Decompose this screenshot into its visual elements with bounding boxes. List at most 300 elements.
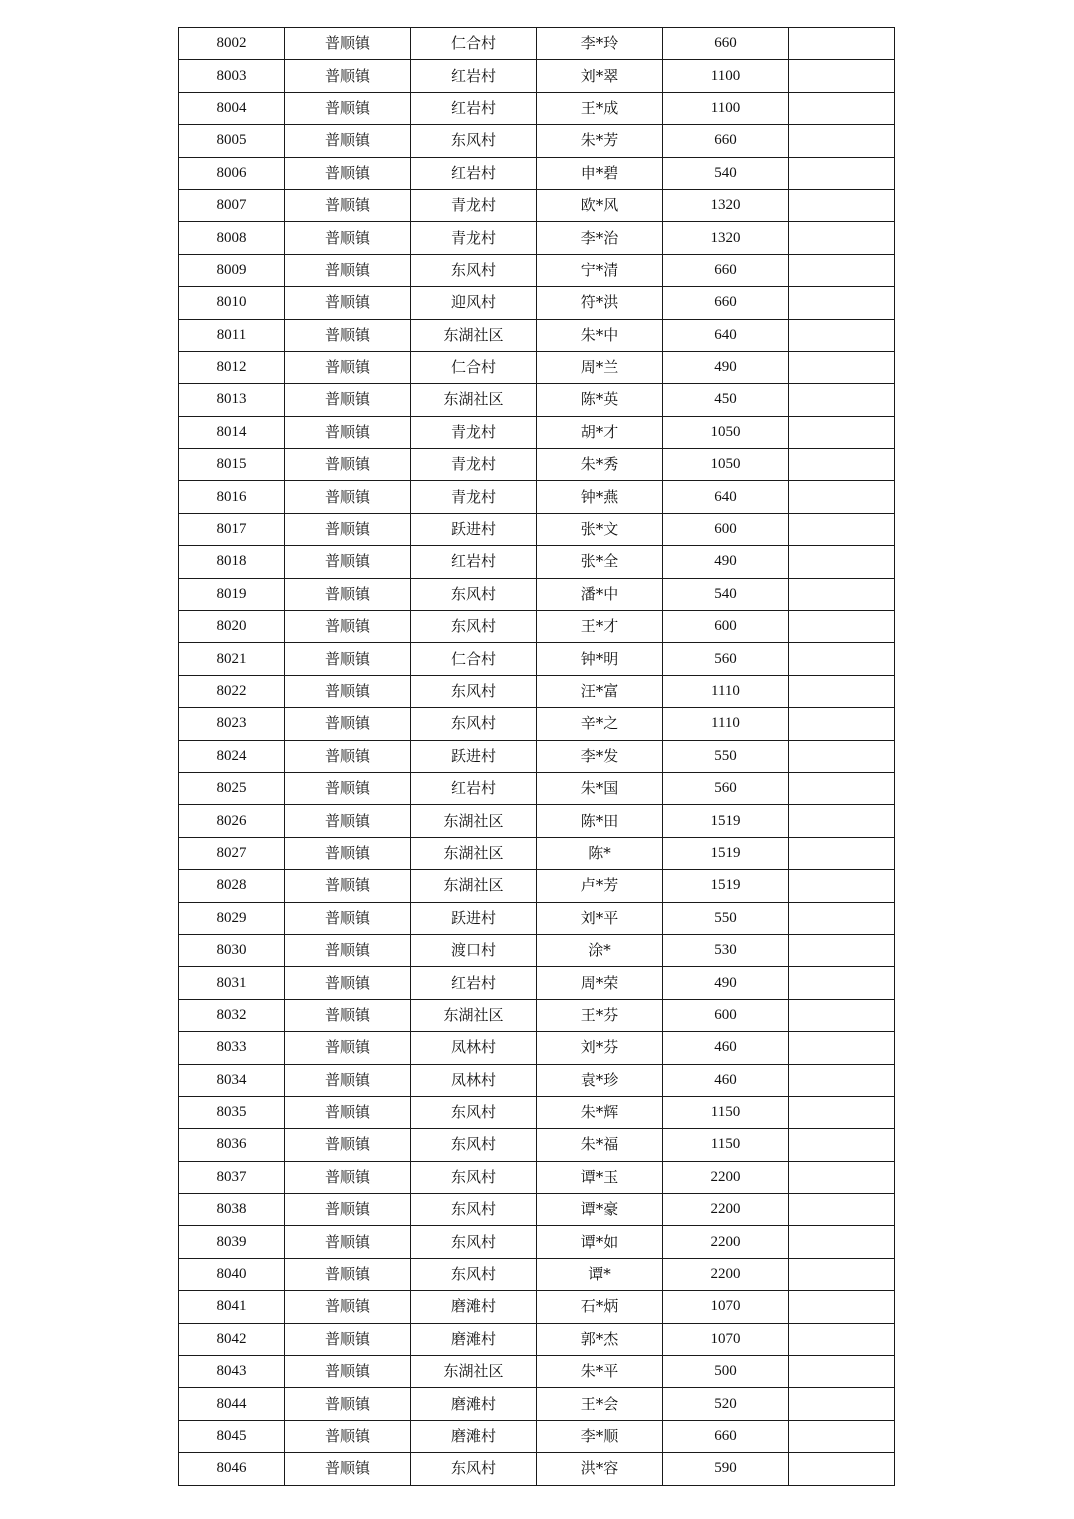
person-name-cell: 钟*燕 [537,481,663,513]
person-name-cell: 符*洪 [537,287,663,319]
town-cell: 普顺镇 [285,351,411,383]
table-row [179,60,895,92]
person-name-cell: 石*炳 [537,1291,663,1323]
amount-cell: 490 [663,967,789,999]
person-name-cell: 潘*中 [537,578,663,610]
amount-cell: 640 [663,481,789,513]
note-cell [789,384,895,416]
row-id-cell: 8044 [179,1388,285,1420]
person-name-cell: 朱*福 [537,1129,663,1161]
table-row [179,837,895,869]
town-cell: 普顺镇 [285,481,411,513]
amount-cell: 2200 [663,1258,789,1290]
row-id-cell: 8037 [179,1161,285,1193]
person-name-cell: 汪*富 [537,675,663,707]
village-cell: 东风村 [411,1161,537,1193]
amount-cell: 600 [663,611,789,643]
amount-cell: 560 [663,643,789,675]
person-name-cell: 袁*珍 [537,1064,663,1096]
village-cell: 东风村 [411,1194,537,1226]
person-name-cell: 朱*平 [537,1356,663,1388]
table-row [179,1096,895,1128]
town-cell: 普顺镇 [285,1420,411,1452]
row-id-cell: 8012 [179,351,285,383]
village-cell: 仁合村 [411,28,537,60]
town-cell: 普顺镇 [285,967,411,999]
note-cell [789,578,895,610]
table-row [179,481,895,513]
row-id-cell: 8028 [179,870,285,902]
town-cell: 普顺镇 [285,837,411,869]
amount-cell: 540 [663,157,789,189]
row-id-cell: 8039 [179,1226,285,1258]
amount-cell: 1110 [663,675,789,707]
person-name-cell: 欧*风 [537,189,663,221]
amount-cell: 1320 [663,189,789,221]
town-cell: 普顺镇 [285,1096,411,1128]
town-cell: 普顺镇 [285,92,411,124]
note-cell [789,1356,895,1388]
village-cell: 东湖社区 [411,1356,537,1388]
table-row [179,351,895,383]
amount-cell: 560 [663,772,789,804]
town-cell: 普顺镇 [285,1032,411,1064]
note-cell [789,481,895,513]
table-row [179,643,895,675]
amount-cell: 590 [663,1453,789,1485]
table-row [179,1064,895,1096]
amount-cell: 500 [663,1356,789,1388]
town-cell: 普顺镇 [285,449,411,481]
row-id-cell: 8042 [179,1323,285,1355]
table-row [179,254,895,286]
village-cell: 东风村 [411,675,537,707]
row-id-cell: 8035 [179,1096,285,1128]
person-name-cell: 陈* [537,837,663,869]
note-cell [789,157,895,189]
person-name-cell: 涂* [537,934,663,966]
amount-cell: 1320 [663,222,789,254]
person-name-cell: 谭*玉 [537,1161,663,1193]
person-name-cell: 王*芬 [537,999,663,1031]
village-cell: 东风村 [411,611,537,643]
village-cell: 东风村 [411,708,537,740]
person-name-cell: 钟*明 [537,643,663,675]
note-cell [789,254,895,286]
row-id-cell: 8003 [179,60,285,92]
village-cell: 东风村 [411,1453,537,1485]
person-name-cell: 李*发 [537,740,663,772]
town-cell: 普顺镇 [285,1323,411,1355]
person-name-cell: 王*成 [537,92,663,124]
town-cell: 普顺镇 [285,1453,411,1485]
note-cell [789,351,895,383]
person-name-cell: 朱*国 [537,772,663,804]
town-cell: 普顺镇 [285,513,411,545]
row-id-cell: 8030 [179,934,285,966]
row-id-cell: 8019 [179,578,285,610]
amount-cell: 1519 [663,870,789,902]
town-cell: 普顺镇 [285,578,411,610]
town-cell: 普顺镇 [285,189,411,221]
town-cell: 普顺镇 [285,643,411,675]
note-cell [789,934,895,966]
town-cell: 普顺镇 [285,740,411,772]
row-id-cell: 8046 [179,1453,285,1485]
table-row [179,1356,895,1388]
row-id-cell: 8025 [179,772,285,804]
row-id-cell: 8040 [179,1258,285,1290]
row-id-cell: 8045 [179,1420,285,1452]
village-cell: 红岩村 [411,157,537,189]
town-cell: 普顺镇 [285,1356,411,1388]
person-name-cell: 辛*之 [537,708,663,740]
table-row [179,967,895,999]
table-row [179,1258,895,1290]
note-cell [789,967,895,999]
row-id-cell: 8009 [179,254,285,286]
person-name-cell: 朱*辉 [537,1096,663,1128]
amount-cell: 450 [663,384,789,416]
amount-cell: 640 [663,319,789,351]
amount-cell: 660 [663,125,789,157]
table-row [179,92,895,124]
note-cell [789,1194,895,1226]
note-cell [789,611,895,643]
note-cell [789,1161,895,1193]
note-cell [789,675,895,707]
amount-cell: 460 [663,1032,789,1064]
table-row [179,449,895,481]
table-row [179,1161,895,1193]
table-row [179,1388,895,1420]
town-cell: 普顺镇 [285,319,411,351]
village-cell: 东湖社区 [411,837,537,869]
note-cell [789,92,895,124]
note-cell [789,1096,895,1128]
person-name-cell: 陈*英 [537,384,663,416]
table-row [179,1194,895,1226]
village-cell: 磨滩村 [411,1420,537,1452]
village-cell: 磨滩村 [411,1388,537,1420]
town-cell: 普顺镇 [285,675,411,707]
row-id-cell: 8033 [179,1032,285,1064]
village-cell: 东风村 [411,1129,537,1161]
note-cell [789,189,895,221]
table-row [179,1323,895,1355]
table-row [179,125,895,157]
amount-cell: 600 [663,513,789,545]
person-name-cell: 郭*杰 [537,1323,663,1355]
note-cell [789,1453,895,1485]
town-cell: 普顺镇 [285,416,411,448]
row-id-cell: 8022 [179,675,285,707]
table-row [179,416,895,448]
records-table [178,27,895,1486]
note-cell [789,1323,895,1355]
note-cell [789,1420,895,1452]
town-cell: 普顺镇 [285,708,411,740]
note-cell [789,449,895,481]
town-cell: 普顺镇 [285,60,411,92]
town-cell: 普顺镇 [285,1258,411,1290]
row-id-cell: 8002 [179,28,285,60]
town-cell: 普顺镇 [285,805,411,837]
table-row [179,189,895,221]
person-name-cell: 朱*秀 [537,449,663,481]
note-cell [789,999,895,1031]
note-cell [789,740,895,772]
row-id-cell: 8005 [179,125,285,157]
table-row [179,287,895,319]
table-row [179,1129,895,1161]
person-name-cell: 周*兰 [537,351,663,383]
town-cell: 普顺镇 [285,222,411,254]
table-row [179,513,895,545]
village-cell: 东湖社区 [411,319,537,351]
table-row [179,805,895,837]
row-id-cell: 8023 [179,708,285,740]
note-cell [789,870,895,902]
row-id-cell: 8013 [179,384,285,416]
note-cell [789,416,895,448]
note-cell [789,772,895,804]
row-id-cell: 8020 [179,611,285,643]
amount-cell: 530 [663,934,789,966]
records-table-body [179,28,895,1486]
amount-cell: 1100 [663,92,789,124]
note-cell [789,546,895,578]
village-cell: 凤林村 [411,1032,537,1064]
table-row [179,999,895,1031]
village-cell: 青龙村 [411,481,537,513]
person-name-cell: 张*全 [537,546,663,578]
person-name-cell: 谭*如 [537,1226,663,1258]
village-cell: 东湖社区 [411,999,537,1031]
table-row [179,740,895,772]
village-cell: 青龙村 [411,416,537,448]
amount-cell: 540 [663,578,789,610]
amount-cell: 1100 [663,60,789,92]
note-cell [789,902,895,934]
person-name-cell: 申*碧 [537,157,663,189]
town-cell: 普顺镇 [285,1161,411,1193]
row-id-cell: 8014 [179,416,285,448]
note-cell [789,837,895,869]
village-cell: 红岩村 [411,60,537,92]
person-name-cell: 陈*田 [537,805,663,837]
row-id-cell: 8017 [179,513,285,545]
amount-cell: 660 [663,254,789,286]
person-name-cell: 张*文 [537,513,663,545]
table-row [179,611,895,643]
person-name-cell: 王*才 [537,611,663,643]
table-row [179,222,895,254]
person-name-cell: 王*会 [537,1388,663,1420]
row-id-cell: 8031 [179,967,285,999]
town-cell: 普顺镇 [285,772,411,804]
amount-cell: 1050 [663,416,789,448]
table-row [179,902,895,934]
row-id-cell: 8007 [179,189,285,221]
row-id-cell: 8043 [179,1356,285,1388]
town-cell: 普顺镇 [285,28,411,60]
table-row [179,772,895,804]
town-cell: 普顺镇 [285,902,411,934]
amount-cell: 1050 [663,449,789,481]
person-name-cell: 谭*豪 [537,1194,663,1226]
town-cell: 普顺镇 [285,934,411,966]
person-name-cell: 谭* [537,1258,663,1290]
person-name-cell: 刘*芬 [537,1032,663,1064]
village-cell: 东风村 [411,125,537,157]
village-cell: 仁合村 [411,643,537,675]
note-cell [789,222,895,254]
town-cell: 普顺镇 [285,1388,411,1420]
note-cell [789,1064,895,1096]
row-id-cell: 8036 [179,1129,285,1161]
note-cell [789,708,895,740]
row-id-cell: 8006 [179,157,285,189]
amount-cell: 2200 [663,1194,789,1226]
town-cell: 普顺镇 [285,1064,411,1096]
amount-cell: 460 [663,1064,789,1096]
amount-cell: 1150 [663,1129,789,1161]
person-name-cell: 宁*清 [537,254,663,286]
village-cell: 迎风村 [411,287,537,319]
person-name-cell: 胡*才 [537,416,663,448]
amount-cell: 2200 [663,1161,789,1193]
note-cell [789,1032,895,1064]
amount-cell: 600 [663,999,789,1031]
table-row [179,1032,895,1064]
amount-cell: 1519 [663,837,789,869]
person-name-cell: 朱*芳 [537,125,663,157]
town-cell: 普顺镇 [285,157,411,189]
note-cell [789,60,895,92]
row-id-cell: 8015 [179,449,285,481]
amount-cell: 1519 [663,805,789,837]
table-row [179,28,895,60]
village-cell: 磨滩村 [411,1323,537,1355]
town-cell: 普顺镇 [285,870,411,902]
village-cell: 红岩村 [411,92,537,124]
row-id-cell: 8034 [179,1064,285,1096]
village-cell: 仁合村 [411,351,537,383]
row-id-cell: 8016 [179,481,285,513]
village-cell: 青龙村 [411,189,537,221]
note-cell [789,287,895,319]
town-cell: 普顺镇 [285,125,411,157]
note-cell [789,805,895,837]
village-cell: 东湖社区 [411,870,537,902]
person-name-cell: 刘*平 [537,902,663,934]
table-row [179,1291,895,1323]
village-cell: 东湖社区 [411,805,537,837]
village-cell: 红岩村 [411,546,537,578]
row-id-cell: 8024 [179,740,285,772]
amount-cell: 1110 [663,708,789,740]
village-cell: 跃进村 [411,902,537,934]
note-cell [789,643,895,675]
person-name-cell: 卢*芳 [537,870,663,902]
table-row [179,319,895,351]
note-cell [789,125,895,157]
town-cell: 普顺镇 [285,254,411,286]
amount-cell: 1070 [663,1323,789,1355]
row-id-cell: 8011 [179,319,285,351]
village-cell: 红岩村 [411,772,537,804]
town-cell: 普顺镇 [285,287,411,319]
village-cell: 东风村 [411,1258,537,1290]
town-cell: 普顺镇 [285,999,411,1031]
amount-cell: 550 [663,902,789,934]
village-cell: 红岩村 [411,967,537,999]
row-id-cell: 8021 [179,643,285,675]
amount-cell: 490 [663,351,789,383]
note-cell [789,1129,895,1161]
town-cell: 普顺镇 [285,1226,411,1258]
row-id-cell: 8029 [179,902,285,934]
village-cell: 东风村 [411,254,537,286]
note-cell [789,1388,895,1420]
village-cell: 东风村 [411,1226,537,1258]
person-name-cell: 刘*翠 [537,60,663,92]
person-name-cell: 周*荣 [537,967,663,999]
table-row [179,1420,895,1452]
village-cell: 磨滩村 [411,1291,537,1323]
row-id-cell: 8032 [179,999,285,1031]
village-cell: 跃进村 [411,513,537,545]
amount-cell: 1150 [663,1096,789,1128]
amount-cell: 660 [663,1420,789,1452]
note-cell [789,513,895,545]
row-id-cell: 8038 [179,1194,285,1226]
person-name-cell: 朱*中 [537,319,663,351]
table-row [179,546,895,578]
town-cell: 普顺镇 [285,384,411,416]
person-name-cell: 李*治 [537,222,663,254]
village-cell: 凤林村 [411,1064,537,1096]
village-cell: 东风村 [411,1096,537,1128]
person-name-cell: 洪*容 [537,1453,663,1485]
amount-cell: 2200 [663,1226,789,1258]
row-id-cell: 8008 [179,222,285,254]
row-id-cell: 8026 [179,805,285,837]
village-cell: 东风村 [411,578,537,610]
town-cell: 普顺镇 [285,1291,411,1323]
person-name-cell: 李*玲 [537,28,663,60]
row-id-cell: 8004 [179,92,285,124]
table-row [179,675,895,707]
town-cell: 普顺镇 [285,546,411,578]
amount-cell: 660 [663,287,789,319]
amount-cell: 1070 [663,1291,789,1323]
village-cell: 渡口村 [411,934,537,966]
amount-cell: 550 [663,740,789,772]
row-id-cell: 8041 [179,1291,285,1323]
person-name-cell: 李*顺 [537,1420,663,1452]
table-row [179,384,895,416]
table-row [179,1453,895,1485]
note-cell [789,1291,895,1323]
table-row [179,870,895,902]
village-cell: 青龙村 [411,222,537,254]
note-cell [789,1226,895,1258]
table-row [179,157,895,189]
row-id-cell: 8010 [179,287,285,319]
town-cell: 普顺镇 [285,1194,411,1226]
